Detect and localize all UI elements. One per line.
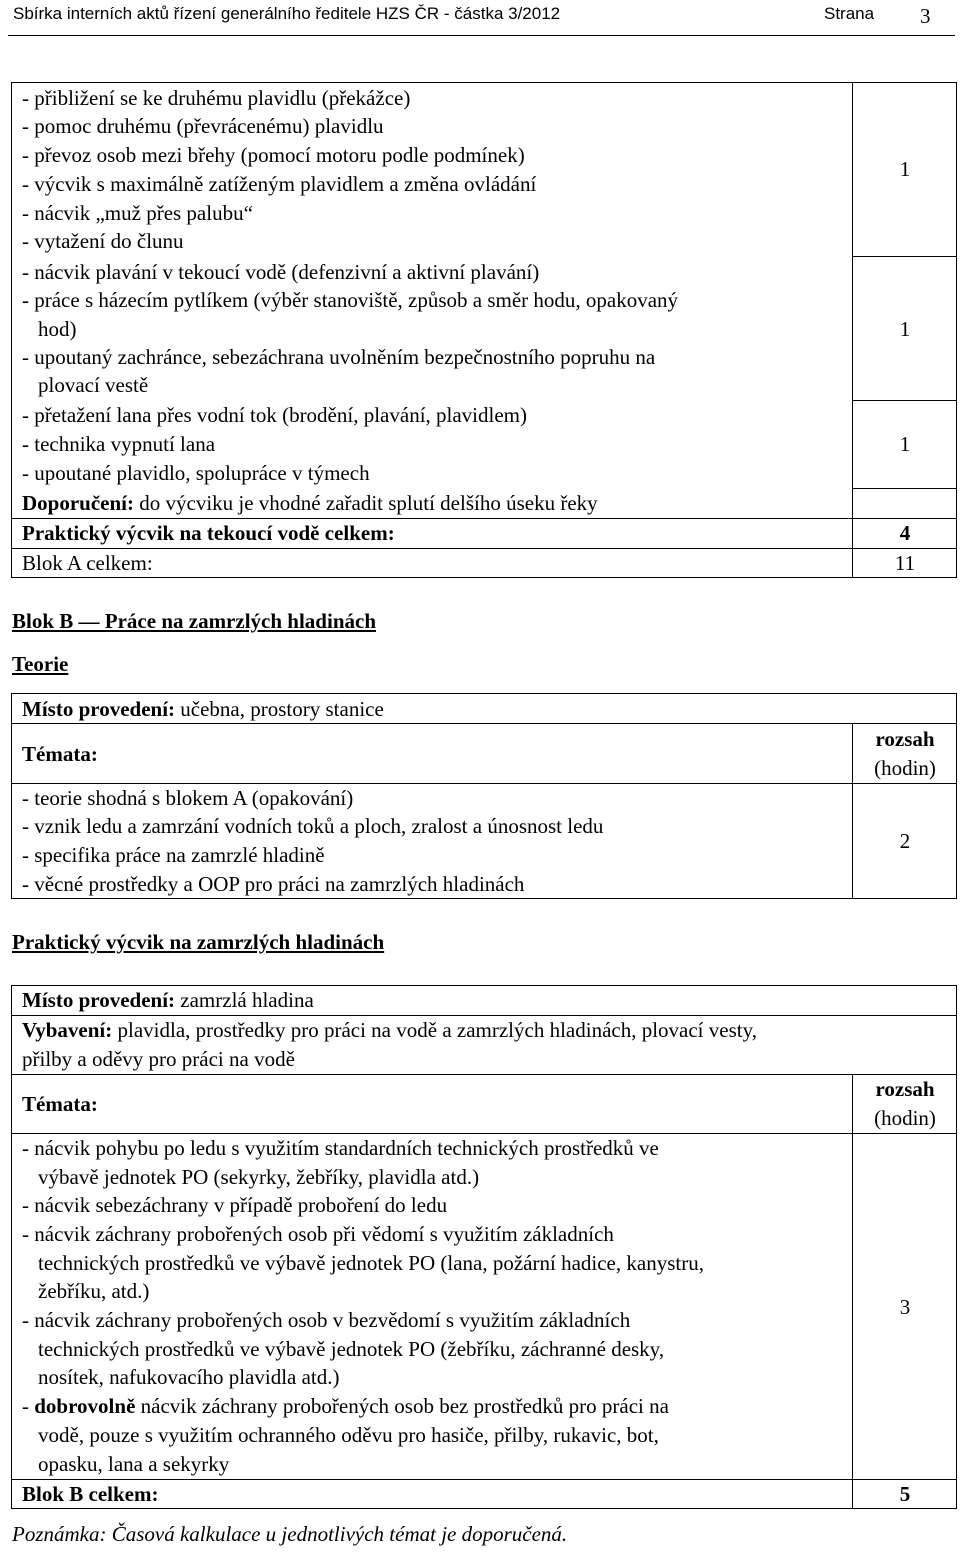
topics-label: Témata: xyxy=(22,742,98,766)
topic-line: - technika vypnutí lana xyxy=(22,432,216,456)
range-label: rozsah xyxy=(875,727,935,751)
place-text: zamrzlá hladina xyxy=(175,988,314,1012)
topic-line: - pomoc druhému (převrácenému) plavidlu xyxy=(22,114,384,138)
topic-text: nácvik záchrany probořených osob bez prostředků pro práci na xyxy=(135,1394,669,1418)
topic-line: vodě, pouze s využitím ochranného oděvu pro hasiče, přilby, rukavic, bot, xyxy=(38,1423,659,1447)
topic-line: - nácvik záchrany probořených osob při vědomí s využitím základních xyxy=(22,1222,614,1246)
topic-line: nosítek, nafukovacího plavidla atd.) xyxy=(38,1365,340,1389)
topic-line: - vznik ledu a zamrzání vodních toků a ploch, zralost a únosnost ledu xyxy=(22,814,604,838)
block-a-total-value: 11 xyxy=(894,551,916,575)
practical-heading: Praktický výcvik na zamrzlých hladinách xyxy=(12,930,385,954)
row-divider xyxy=(852,256,957,257)
block-a-total-label: Blok A celkem: xyxy=(22,551,153,575)
hours-value: 1 xyxy=(899,432,911,456)
topic-line: hod) xyxy=(38,317,77,341)
hours-value: 1 xyxy=(899,157,911,181)
page-number: 3 xyxy=(920,4,931,28)
topic-line: - vytažení do člunu xyxy=(22,229,184,253)
block-b-total-label: Blok B celkem: xyxy=(22,1482,159,1506)
topic-line: - nácvik záchrany probořených osob v bezvědomí s využitím základních xyxy=(22,1308,631,1332)
row-divider xyxy=(11,1074,957,1075)
hours-value: 3 xyxy=(899,1295,911,1319)
voluntary-emphasis: dobrovolně xyxy=(34,1394,136,1418)
practical-total-label: Praktický výcvik na tekoucí vodě celkem: xyxy=(22,521,395,545)
topic-line: - upoutaný zachránce, sebezáchrana uvolněním bezpečnostního popruhu na xyxy=(22,345,656,369)
topic-line: - převoz osob mezi břehy (pomocí motoru podle podmínek) xyxy=(22,143,525,167)
theory-heading: Teorie xyxy=(12,652,69,676)
topic-line: - věcné prostředky a OOP pro práci na zamrzlých hladinách xyxy=(22,872,525,896)
topic-line: - nácvik „muž přes palubu“ xyxy=(22,201,253,225)
block-b-total-value: 5 xyxy=(899,1482,911,1506)
topic-line: výbavě jednotek PO (sekyrky, žebříky, plavidla atd.) xyxy=(38,1165,480,1189)
range-unit: (hodin) xyxy=(874,1106,936,1130)
topic-line: - práce s házecím pytlíkem (výběr stanoviště, způsob a směr hodu, opakovaný xyxy=(22,288,679,312)
topic-line: opasku, lana a sekyrky xyxy=(38,1452,230,1476)
range-unit: (hodin) xyxy=(874,756,936,780)
topic-line: plovací vestě xyxy=(38,373,149,397)
recommendation xyxy=(22,489,598,518)
row-divider xyxy=(852,488,957,489)
topic-line: žebříku, atd.) xyxy=(38,1279,150,1303)
hours-value: 1 xyxy=(899,317,911,341)
topic-line xyxy=(22,1392,669,1421)
equipment-label: Vybavení: xyxy=(22,1018,113,1042)
block-b-heading: Blok B — Práce na zamrzlých hladinách xyxy=(12,609,376,633)
practical-total-value: 4 xyxy=(899,521,911,545)
row-divider xyxy=(852,400,957,401)
place-text: učebna, prostory stanice xyxy=(175,697,384,721)
topic-line: - výcvik s maximálně zatíženým plavidlem a změna ovládání xyxy=(22,172,537,196)
recommendation-label: Doporučení: xyxy=(22,491,134,515)
row-divider xyxy=(11,548,957,549)
topic-line: - teorie shodná s blokem A (opakování) xyxy=(22,786,354,810)
place-label: Místo provedení: xyxy=(22,988,176,1012)
header-rule xyxy=(8,35,955,36)
place-row xyxy=(22,695,384,724)
place-label: Místo provedení: xyxy=(22,697,176,721)
bullet-prefix: - xyxy=(22,1394,35,1418)
topic-line: - přibližení se ke druhému plavidlu (překážce) xyxy=(22,86,411,110)
topic-line: technických prostředků ve výbavě jednotek PO (lana, požární hadice, kanystru, xyxy=(38,1251,704,1275)
topics-label: Témata: xyxy=(22,1092,98,1116)
topic-line: technických prostředků ve výbavě jednotek PO (žebříku, záchranné desky, xyxy=(38,1337,665,1361)
table-column-divider xyxy=(852,1074,853,1509)
equipment-text-cont: přilby a oděvy pro práci na vodě xyxy=(22,1047,295,1071)
topic-line: - nácvik plavání v tekoucí vodě (defenzivní a aktivní plavání) xyxy=(22,260,540,284)
equipment-row xyxy=(22,1016,757,1045)
collection-title: Sbírka interních aktů řízení generálního ředitele HZS ČR - částka 3/2012 xyxy=(13,4,561,23)
note: Poznámka: Časová kalkulace u jednotlivých témat je doporučená. xyxy=(12,1522,568,1546)
page-header xyxy=(0,0,960,38)
topic-line: - upoutané plavidlo, spolupráce v týmech xyxy=(22,461,370,485)
equipment-text: plavidla, prostředky pro práci na vodě a zamrzlých hladinách, plovací vesty, xyxy=(112,1018,757,1042)
topic-line: - přetažení lana přes vodní tok (brodění, plavání, plavidlem) xyxy=(22,403,527,427)
topic-line: - specifika práce na zamrzlé hladině xyxy=(22,843,325,867)
topic-line: - nácvik pohybu po ledu s využitím standardních technických prostředků ve xyxy=(22,1136,659,1160)
recommendation-text: do výcviku je vhodné zařadit splutí delšího úseku řeky xyxy=(134,491,598,515)
hours-value: 2 xyxy=(899,829,911,853)
page-label: Strana xyxy=(824,4,875,23)
place-row xyxy=(22,986,314,1015)
topic-line: - nácvik sebezáchrany v případě proboření do ledu xyxy=(22,1193,448,1217)
range-label: rozsah xyxy=(875,1077,935,1101)
